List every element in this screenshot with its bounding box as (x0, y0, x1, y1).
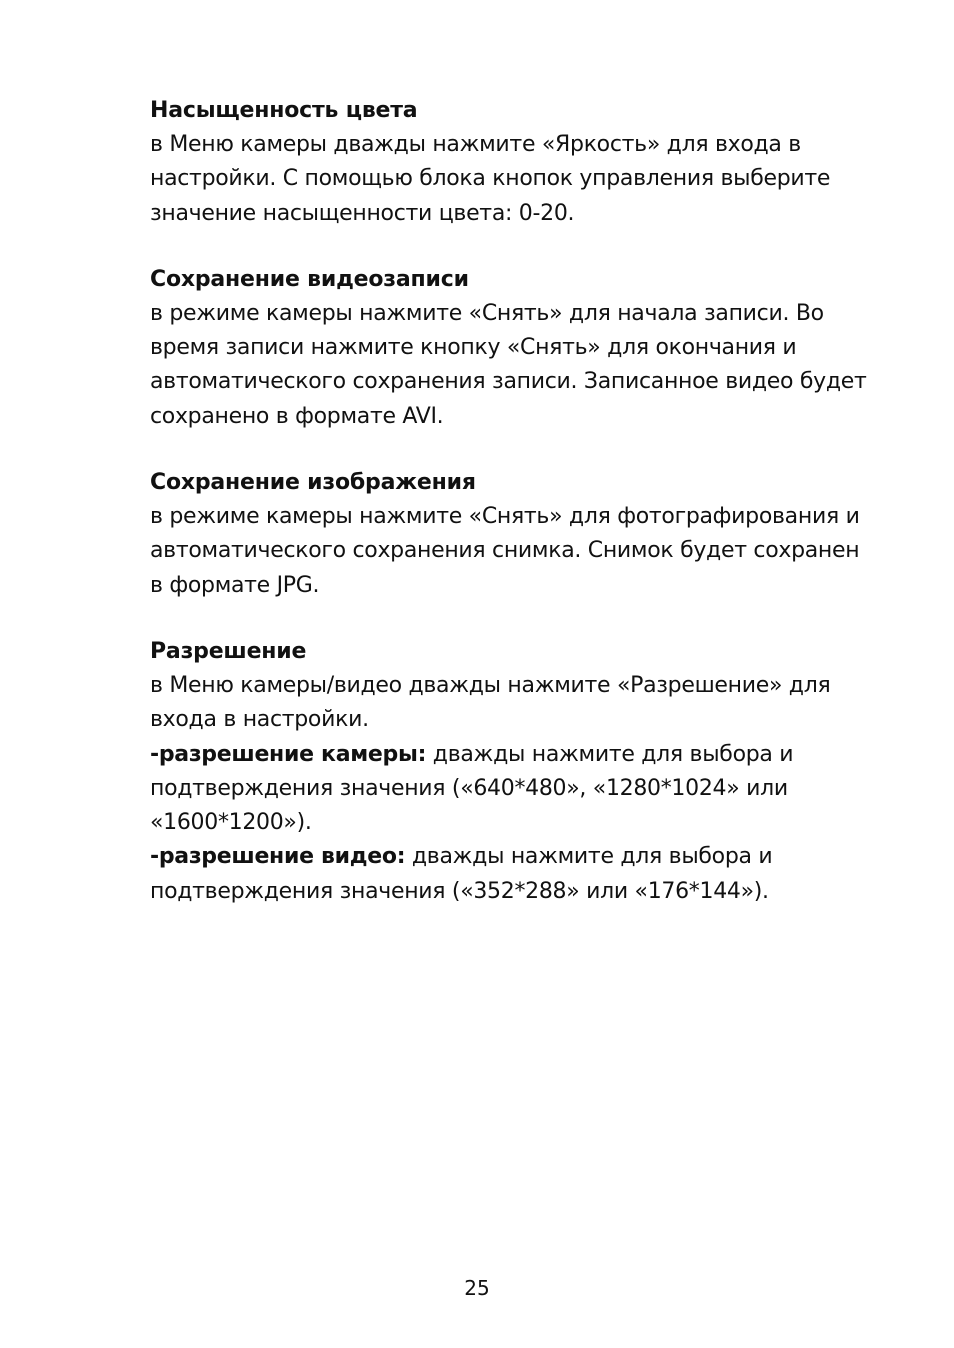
camera-resolution-lead: -разрешение камеры: (150, 741, 427, 767)
section-image-saving (150, 466, 870, 603)
section-paragraph: в режиме камеры нажмите «Снять» для начала записи. Во время записи нажмите кнопку «Снять» для окончания и автоматического сохранения записи. Записанное видео будет сохранено в формате AVI. (150, 300, 867, 429)
section-paragraph: в Меню камеры дважды нажмите «Яркость» для входа в настройки. С помощью блока кнопок управления выберите значение насыщенности цвета: 0-20. (150, 132, 831, 226)
camera-resolution-text: дважды нажмите для выбора и подтверждения значения («640*480», «1280*1024» или «1600*1200»). (150, 741, 794, 836)
video-resolution-paragraph (150, 840, 870, 909)
video-resolution-lead: -разрешение видео: (150, 844, 406, 870)
section-title: Насыщенность цвета (150, 98, 418, 123)
page-number: 25 (464, 1276, 490, 1300)
section-video-saving (150, 263, 870, 434)
section-resolution (150, 635, 870, 909)
document-body (150, 94, 870, 941)
section-paragraph: в режиме камеры нажмите «Снять» для фотографирования и автоматического сохранения снимка. Снимок будет сохранен в формате JPG. (150, 504, 860, 598)
section-paragraph: в Меню камеры/видео дважды нажмите «Разрешение» для входа в настройки. (150, 672, 831, 733)
section-title: Сохранение видеозаписи (150, 266, 469, 292)
section-title: Разрешение (150, 638, 307, 664)
section-color-saturation (150, 94, 870, 231)
video-resolution-text: дважды нажмите для выбора и подтверждения значения («352*288» или «176*144»). (150, 844, 773, 904)
camera-resolution-paragraph (150, 738, 870, 841)
section-title: Сохранение изображения (150, 470, 476, 496)
